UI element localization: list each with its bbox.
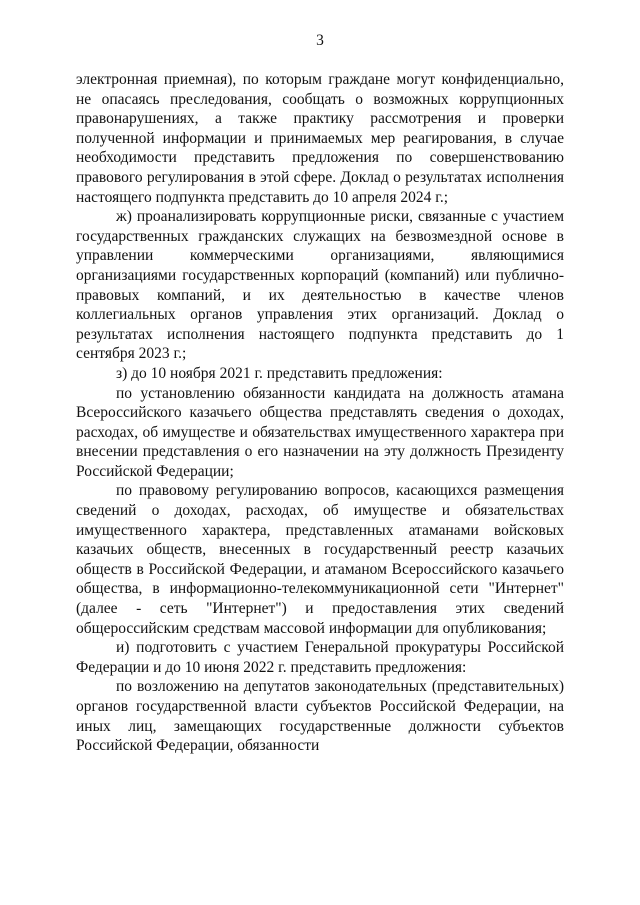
paragraph: з) до 10 ноября 2021 г. представить предложения: bbox=[116, 364, 443, 382]
paragraph: и) подготовить с участием Генеральной прокуратуры Российской Федерации и до 10 июня 2022 г. представить предложения: bbox=[76, 639, 564, 676]
page-number: 3 bbox=[316, 32, 324, 49]
paragraph: по правовому регулированию вопросов, касающихся размещения сведений о доходах, расходах, об имуществе и обязательствах имущественного характера, представленных атаманами войсковых казачьих обществ, внесенных в государственный реестр казачьих обществ в Российской Федерации, и атаманом Всероссийского казачьего общества, в информационно-телекоммуникационной сети "Интернет" (далее - сеть "Интернет") и предоставления этих сведений общероссийским средствам массовой информации для опубликования; bbox=[76, 482, 564, 637]
paragraph: по установлению обязанности кандидата на должность атамана Всероссийского казачьего общества представлять сведения о доходах, расходах, об имуществе и обязательствах имущественного характера при внесении представления о его назначении на эту должность Президенту Российской Федерации; bbox=[76, 384, 564, 480]
paragraph: электронная приемная), по которым граждане могут конфиденциально, не опасаясь преследования, сообщать о возможных коррупционных правонарушениях, а также практику рассмотрения и проверки полученной информации и принимаемых мер реагирования, в случае необходимости представить предложения по совершенствованию правового регулирования в этой сфере. Доклад о результатах исполнения настоящего подпункта представить до 10 апреля 2024 г.; bbox=[76, 71, 564, 206]
body-text bbox=[76, 70, 564, 756]
paragraph: ж) проанализировать коррупционные риски, связанные с участием государственных гражданских служащих на безвозмездной основе в управлении коммерческими организациями, являющимися организациями государственных корпораций (компаний) или публично-правовых компаний, и их деятельностью в качестве членов коллегиальных органов управления этих организаций. Доклад о результатах исполнения настоящего подпункта представить до 1 сентября 2023 г.; bbox=[76, 208, 564, 363]
paragraph: по возложению на депутатов законодательных (представительных) органов государственной власти субъектов Российской Федерации, на иных лиц, замещающих государственные должности субъектов Российской Федерации, обязанности bbox=[76, 678, 564, 755]
